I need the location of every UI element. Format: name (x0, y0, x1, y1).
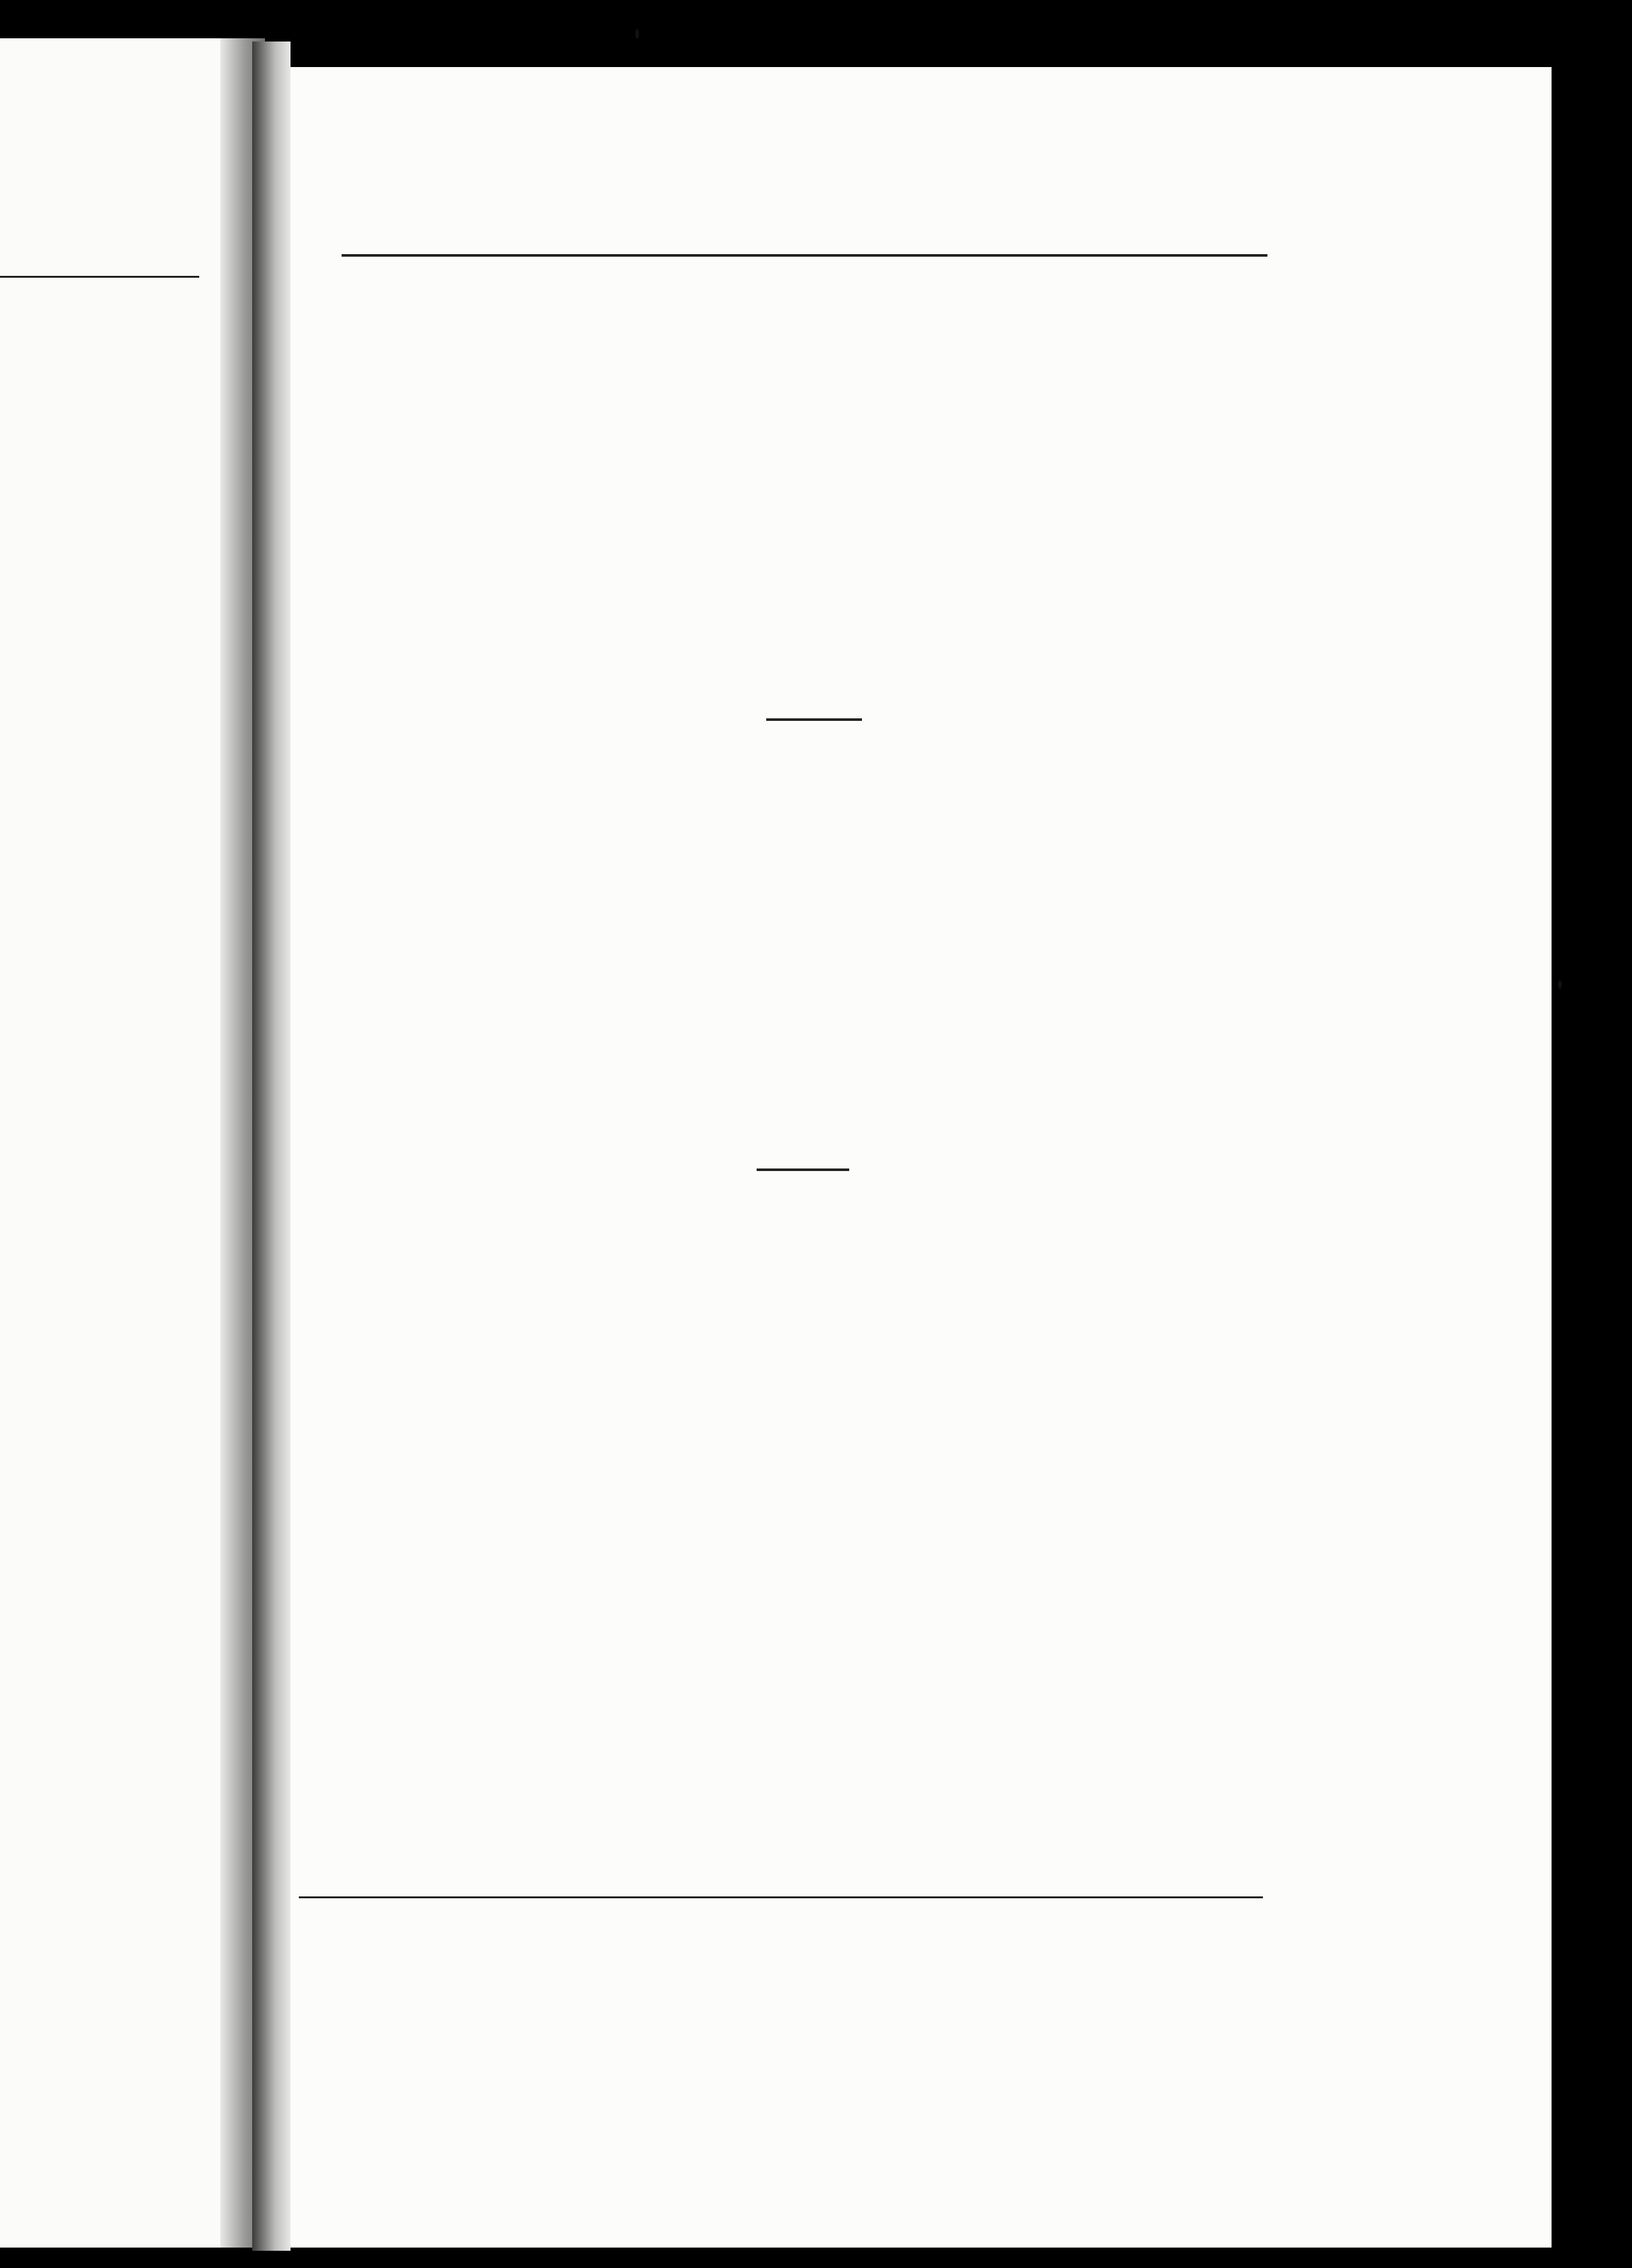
prize-entry-row (0, 1046, 1632, 1084)
prize-entry-row (0, 391, 1632, 430)
prize-entry-row (0, 1085, 1632, 1123)
prize-entry-row (0, 968, 1632, 1006)
prize-entry-row (0, 812, 1632, 850)
prize-entry-row (0, 625, 1632, 663)
prize-entry-row (0, 890, 1632, 928)
scan-speck (1558, 980, 1562, 989)
prize-entry-row (0, 352, 1632, 391)
prize-entry-row (0, 1007, 1632, 1045)
class-30-divider (757, 1168, 849, 1171)
left-page-rule (0, 276, 199, 278)
prize-entry-row (0, 469, 1632, 508)
footnote-rule (299, 1896, 1263, 1898)
prize-entry-row (0, 929, 1632, 967)
header-rule (342, 254, 1267, 257)
prize-entry-row (0, 547, 1632, 586)
class-29-divider (766, 718, 862, 721)
prize-entry-row (0, 586, 1632, 624)
prize-entry-row (0, 430, 1632, 469)
prize-entry-row (0, 508, 1632, 547)
prize-entry-row (0, 851, 1632, 889)
scan-speck (635, 29, 639, 39)
